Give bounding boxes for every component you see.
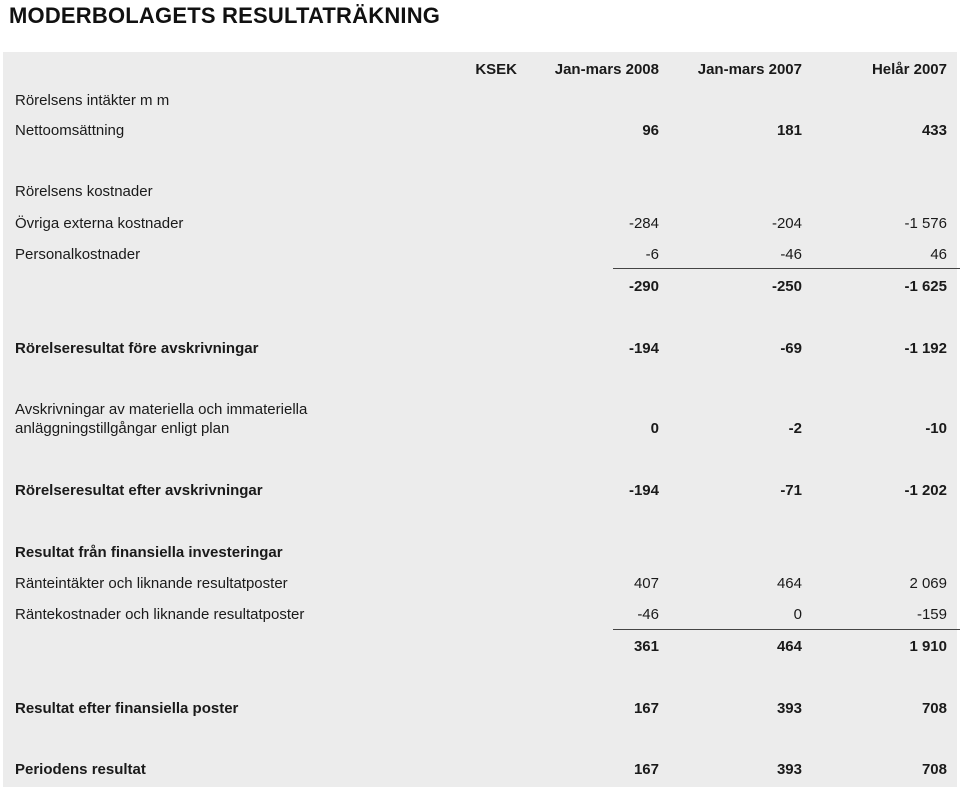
table-row-other-external-costs [3,215,957,243]
value-jan-mars-2008: 96 [642,122,659,139]
column-header-jan-mars-2008: Jan-mars 2008 [554,61,659,78]
value-jan-mars-2007: -69 [780,340,802,357]
value-jan-mars-2007: -204 [771,215,802,232]
value-jan-mars-2007: 181 [776,122,802,139]
value-jan-mars-2007: 0 [793,606,802,623]
value-helar-2007: -159 [916,606,947,623]
value-jan-mars-2007: 393 [776,761,802,778]
page-title: MODERBOLAGETS RESULTATRÄKNING [9,3,441,28]
value-jan-mars-2007: 464 [776,638,802,655]
subtotal-divider [613,268,960,269]
table-row-period-result [3,761,957,789]
value-helar-2007: -10 [925,420,947,437]
section-heading-revenue [3,92,957,120]
table-row-net-sales [3,122,957,150]
value-jan-mars-2008: -194 [628,340,659,357]
income-statement-table [3,52,957,787]
value-helar-2007: 2 069 [909,575,947,592]
value-jan-mars-2008: -46 [637,606,659,623]
row-label: Rörelseresultat före avskrivningar [15,340,259,357]
value-jan-mars-2007: -46 [780,246,802,263]
value-jan-mars-2007: -71 [780,482,802,499]
value-helar-2007: 433 [921,122,947,139]
table-row-costs-subtotal [3,278,957,306]
value-jan-mars-2007: -2 [788,420,802,437]
table-row-result-after-financial [3,700,957,728]
value-jan-mars-2008: -284 [628,215,659,232]
row-label: Resultat från finansiella investeringar [15,544,283,561]
table-row-personnel-costs [3,246,957,274]
row-label: Övriga externa kostnader [15,215,184,232]
row-label: Resultat efter finansiella poster [15,700,239,717]
table-row-depreciation [3,420,957,448]
value-jan-mars-2007: 464 [776,575,802,592]
column-header-jan-mars-2007: Jan-mars 2007 [697,61,802,78]
value-helar-2007: -1 192 [904,340,947,357]
unit-header: KSEK [475,61,517,78]
column-header-helar-2007: Helår 2007 [871,61,947,78]
value-jan-mars-2008: -194 [628,482,659,499]
row-label: Personalkostnader [15,246,141,263]
row-label: Räntekostnader och liknande resultatposter [15,606,305,623]
value-helar-2007: -1 576 [904,215,947,232]
value-helar-2007: 46 [930,246,947,263]
value-jan-mars-2007: -250 [771,278,802,295]
row-label: Nettoomsättning [15,122,125,139]
row-label: Avskrivningar av materiella och immateriella [15,401,308,418]
row-label: Ränteintäkter och liknande resultatposter [15,575,288,592]
value-helar-2007: 1 910 [909,638,947,655]
value-jan-mars-2008: 167 [633,700,659,717]
value-jan-mars-2007: 393 [776,700,802,717]
row-label: Rörelsens kostnader [15,183,153,200]
table-row-ebitda [3,340,957,368]
value-jan-mars-2008: -6 [645,246,659,263]
row-label: Rörelsens intäkter m m [15,92,170,109]
row-label: anläggningstillgångar enligt plan [15,420,230,437]
row-label: Rörelseresultat efter avskrivningar [15,482,263,499]
value-helar-2007: 708 [921,700,947,717]
subtotal-divider [613,629,960,630]
table-row-interest-income [3,575,957,603]
row-label: Periodens resultat [15,761,146,778]
section-heading-financial [3,544,957,572]
section-heading-costs [3,183,957,211]
table-row-financial-subtotal [3,638,957,666]
value-jan-mars-2008: -290 [628,278,659,295]
table-row-operating-result [3,482,957,510]
table-header-row [3,61,957,89]
value-jan-mars-2008: 0 [650,420,659,437]
value-jan-mars-2008: 361 [633,638,659,655]
value-helar-2007: 708 [921,761,947,778]
value-helar-2007: -1 625 [904,278,947,295]
value-jan-mars-2008: 407 [633,575,659,592]
value-helar-2007: -1 202 [904,482,947,499]
value-jan-mars-2008: 167 [633,761,659,778]
